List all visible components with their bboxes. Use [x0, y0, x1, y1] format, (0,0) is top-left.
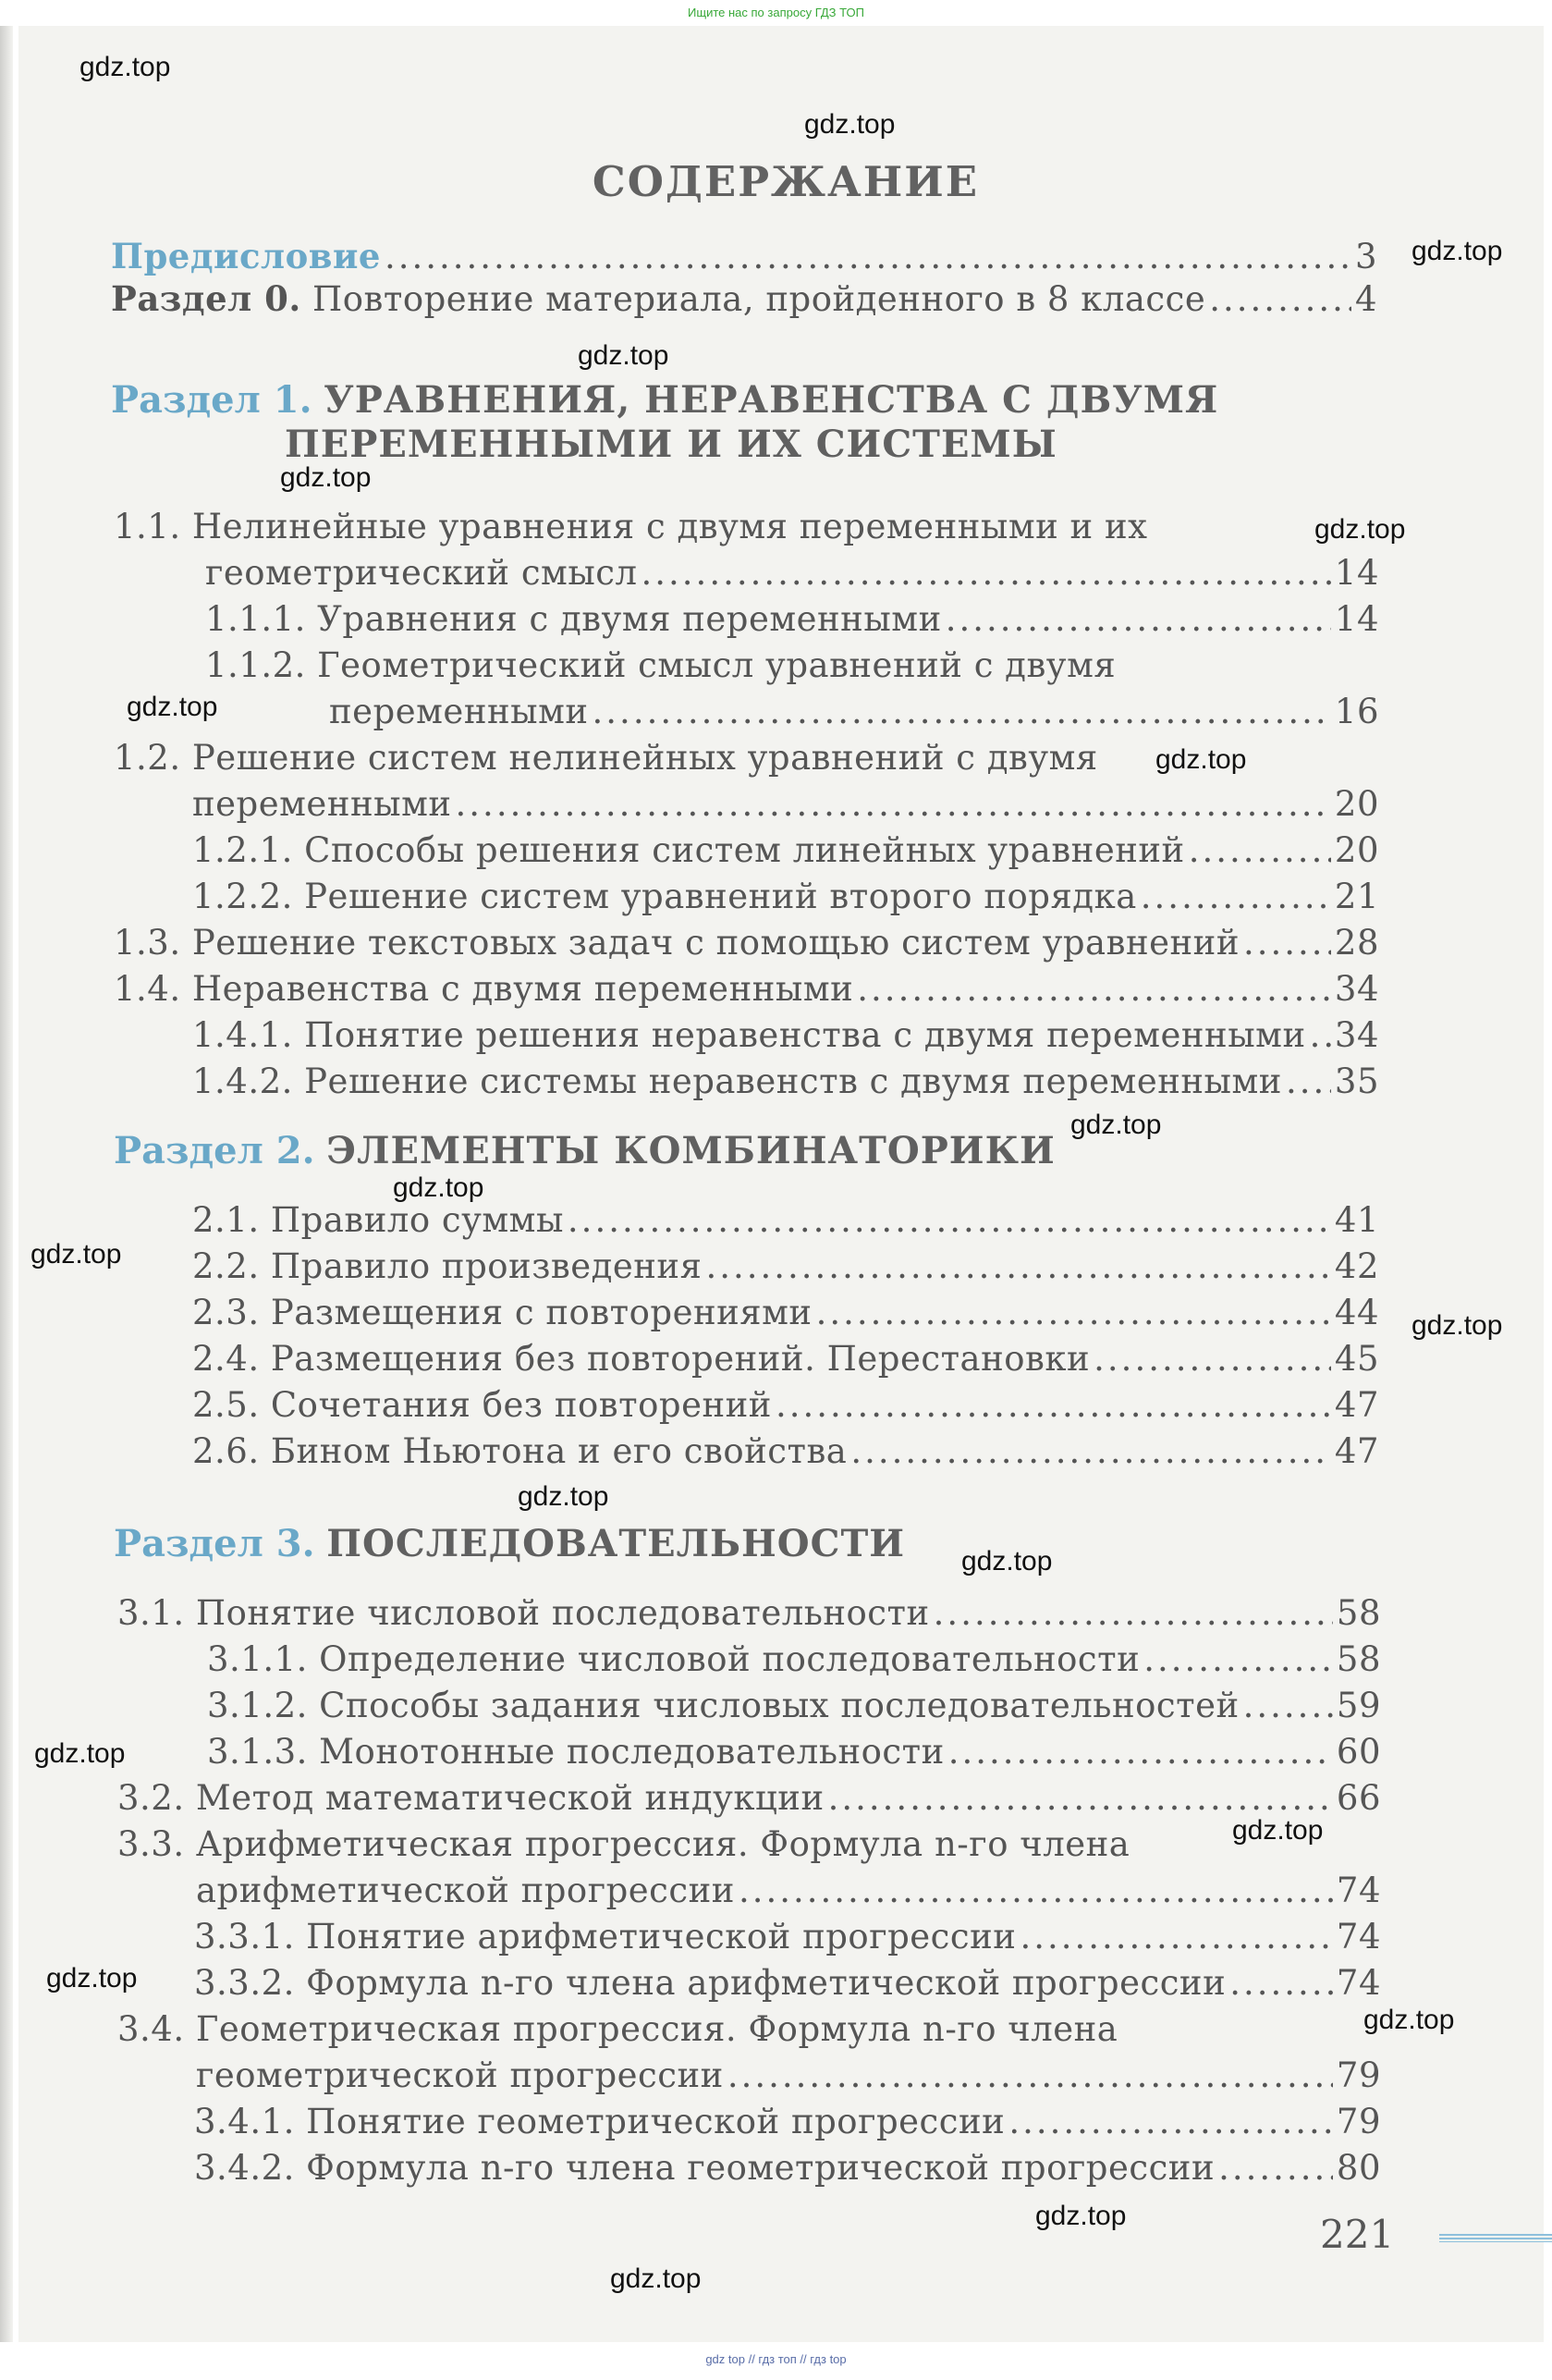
- toc-entry-1-3: [114, 920, 1379, 966]
- toc-entry-text: 3.3.1. Понятие арифметической прогрессии: [194, 1917, 1017, 1957]
- toc-entry-3-2: [117, 1775, 1381, 1822]
- toc-page-number: 4: [1354, 279, 1377, 319]
- toc-page-number: 59: [1336, 1686, 1381, 1725]
- toc-entry-2-6: [192, 1429, 1379, 1475]
- toc-page-number: 21: [1334, 877, 1379, 916]
- toc-entry-text: 1.4.1. Понятие решения неравенства с двумя переменными: [192, 1015, 1306, 1055]
- toc-entry-text: геометрической прогрессии: [196, 2055, 724, 2095]
- watermark: gdz.top: [127, 692, 218, 722]
- page-title: СОДЕРЖАНИЕ: [592, 157, 980, 206]
- toc-leader-dots: [1229, 1960, 1333, 2006]
- watermark: gdz.top: [1363, 2005, 1455, 2035]
- watermark: gdz.top: [46, 1963, 138, 1994]
- toc-entry-text: 2.4. Размещения без повторений. Перестановки: [192, 1339, 1091, 1379]
- watermark: gdz.top: [1411, 1310, 1503, 1341]
- toc-entry-preface: [111, 233, 1377, 280]
- toc-entry-2-5: [192, 1382, 1379, 1429]
- toc-leader-dots: [568, 1197, 1331, 1244]
- toc-leader-dots: [857, 966, 1331, 1012]
- toc-entry-text: 2.2. Правило произведения: [192, 1246, 703, 1286]
- toc-entry-text: Предисловие: [111, 236, 381, 276]
- toc-page-number: 44: [1334, 1293, 1379, 1332]
- page-number: 221: [1320, 2212, 1395, 2257]
- toc-entry-section-0: [111, 276, 1377, 323]
- toc-leader-dots: [1189, 828, 1331, 874]
- toc-leader-dots: [642, 550, 1331, 596]
- toc-entry-1-1-2-cont: [329, 689, 1379, 735]
- section-title: ЭЛЕМЕНТЫ КОМБИНАТОРИКИ: [326, 1129, 1056, 1172]
- toc-entry-text: 1.2.2. Решение систем уравнений второго порядка: [192, 877, 1137, 916]
- toc-page-number: 14: [1334, 553, 1379, 593]
- toc-page-number: 35: [1334, 1061, 1379, 1101]
- toc-leader-dots: [828, 1775, 1333, 1822]
- toc-entry-text: 3.1.1. Определение числовой последовательности: [207, 1639, 1141, 1679]
- toc-leader-dots: [1094, 1336, 1331, 1382]
- section-label: Раздел 3.: [114, 1522, 315, 1565]
- section-title: УРАВНЕНИЯ, НЕРАВЕНСТВА С ДВУМЯ: [324, 378, 1219, 422]
- toc-page-number: 45: [1334, 1339, 1379, 1379]
- toc-page-number: 28: [1334, 923, 1379, 963]
- watermark: gdz.top: [1411, 236, 1503, 266]
- toc-entry-text: Повторение материала, пройденного в 8 классе: [312, 279, 1206, 319]
- toc-entry-3-3-1: [194, 1914, 1381, 1960]
- toc-entry-text: 3.1.2. Способы задания числовых последовательностей: [207, 1686, 1240, 1725]
- toc-entry-text: 3.3.2. Формула n-го члена арифметической прогрессии: [194, 1963, 1227, 2003]
- toc-entry-1-1: 1.1. Нелинейные уравнения с двумя переменными и их: [114, 507, 1148, 546]
- toc-page-number: 79: [1336, 2102, 1381, 2141]
- page-spine-shadow: [0, 26, 13, 2342]
- watermark: gdz.top: [280, 462, 372, 493]
- section-2-heading: [114, 1128, 1056, 1174]
- bottom-banner: gdz top // гдз топ // гдз top: [705, 2352, 847, 2366]
- toc-entry-text: 3.4.2. Формула n-го члена геометрической прогрессии: [194, 2148, 1216, 2188]
- toc-leader-dots: [1243, 920, 1331, 966]
- toc-entry-1-2-cont: [192, 781, 1379, 828]
- section-label: Раздел 0.: [111, 278, 301, 319]
- toc-entry-3-4-2: [194, 2145, 1381, 2191]
- toc-entry-text: 3.2. Метод математической индукции: [117, 1778, 825, 1818]
- toc-entry-text: 1.2.1. Способы решения систем линейных уравнений: [192, 830, 1185, 870]
- watermark: gdz.top: [1155, 744, 1247, 775]
- toc-entry-text: переменными: [192, 784, 452, 824]
- toc-leader-dots: [1020, 1914, 1332, 1960]
- toc-page-number: 41: [1334, 1200, 1379, 1240]
- toc-entry-1-2: 1.2. Решение систем нелинейных уравнений с двумя: [114, 738, 1098, 778]
- watermark: gdz.top: [393, 1172, 484, 1203]
- toc-page-number: 20: [1334, 784, 1379, 824]
- toc-page-number: 47: [1334, 1385, 1379, 1425]
- toc-page-number: 34: [1334, 969, 1379, 1009]
- section-1-heading-line2: [285, 422, 1057, 468]
- toc-leader-dots: [948, 1729, 1333, 1775]
- toc-entry-text: 2.3. Размещения с повторениями: [192, 1293, 813, 1332]
- toc-leader-dots: [1141, 874, 1331, 920]
- toc-leader-dots: [385, 234, 1351, 280]
- watermark: gdz.top: [961, 1546, 1053, 1576]
- watermark: gdz.top: [79, 52, 171, 82]
- watermark: gdz.top: [518, 1481, 609, 1512]
- toc-entry-3-1-3: [207, 1729, 1381, 1775]
- toc-leader-dots: [816, 1290, 1331, 1336]
- toc-page-number: 74: [1336, 1917, 1381, 1957]
- toc-entry-3-4-1: [194, 2099, 1381, 2145]
- toc-entry-text: переменными: [329, 692, 589, 731]
- toc-entry-text: 2.5. Сочетания без повторений: [192, 1385, 772, 1425]
- watermark: gdz.top: [34, 1738, 126, 1769]
- toc-page-number: 20: [1334, 830, 1379, 870]
- toc-entry-1-4-1: [192, 1012, 1379, 1059]
- toc-leader-dots: [1218, 2145, 1333, 2191]
- toc-entry-text: 1.1.1. Уравнения с двумя переменными: [205, 599, 942, 639]
- section-label: Раздел 2.: [114, 1129, 315, 1172]
- toc-entry-3-3-cont: [196, 1868, 1381, 1914]
- toc-entry-2-4: [192, 1336, 1379, 1382]
- footer-decorative-bar: [1439, 2234, 1552, 2242]
- toc-entry-text: 1.3. Решение текстовых задач с помощью систем уравнений: [114, 923, 1240, 963]
- toc-entry-1-1-1: [205, 596, 1379, 643]
- toc-page-number: 74: [1336, 1963, 1381, 2003]
- toc-entry-1-2-1: [192, 828, 1379, 874]
- toc-page-number: 42: [1334, 1246, 1379, 1286]
- toc-leader-dots: [850, 1429, 1331, 1475]
- toc-leader-dots: [727, 2053, 1333, 2099]
- watermark: gdz.top: [1314, 514, 1406, 545]
- toc-entry-3-3: 3.3. Арифметическая прогрессия. Формула n-го члена: [117, 1824, 1130, 1864]
- toc-entry-3-1: [117, 1590, 1381, 1637]
- toc-leader-dots: [776, 1382, 1331, 1429]
- toc-page-number: 79: [1336, 2055, 1381, 2095]
- section-1-heading: [111, 377, 1218, 423]
- toc-entry-2-2: [192, 1244, 1379, 1290]
- toc-entry-1-1-cont: [205, 550, 1379, 596]
- toc-page-number: 34: [1334, 1015, 1379, 1055]
- watermark: gdz.top: [578, 340, 669, 371]
- toc-leader-dots: [1008, 2099, 1333, 2145]
- toc-page-number: 14: [1334, 599, 1379, 639]
- section-title: ПОСЛЕДОВАТЕЛЬНОСТИ: [326, 1522, 906, 1565]
- toc-entry-3-4: 3.4. Геометрическая прогрессия. Формула n-го члена: [117, 2009, 1118, 2049]
- section-label: Раздел 1.: [111, 378, 312, 422]
- watermark: gdz.top: [610, 2263, 702, 2294]
- toc-entry-1-2-2: [192, 874, 1379, 920]
- toc-entry-text: геометрический смысл: [205, 553, 638, 593]
- toc-entry-1-4-2: [192, 1059, 1379, 1105]
- section-title: ПЕРЕМЕННЫМИ И ИХ СИСТЕМЫ: [285, 423, 1057, 466]
- watermark: gdz.top: [1035, 2201, 1127, 2231]
- toc-entry-text: 2.6. Бином Ньютона и его свойства: [192, 1431, 848, 1471]
- toc-entry-text: 3.4.1. Понятие геометрической прогрессии: [194, 2102, 1006, 2141]
- toc-entry-text: 3.1. Понятие числовой последовательности: [117, 1593, 930, 1633]
- toc-leader-dots: [934, 1590, 1333, 1637]
- watermark: gdz.top: [1070, 1110, 1162, 1140]
- toc-entry-text: 2.1. Правило суммы: [192, 1200, 564, 1240]
- toc-page-number: 80: [1336, 2148, 1381, 2188]
- toc-page-number: 58: [1336, 1593, 1381, 1633]
- toc-entry-2-3: [192, 1290, 1379, 1336]
- top-banner: Ищите нас по запросу ГДЗ ТОП: [688, 6, 864, 19]
- toc-leader-dots: [1310, 1012, 1331, 1059]
- toc-leader-dots: [739, 1868, 1333, 1914]
- toc-entry-text: арифметической прогрессии: [196, 1871, 735, 1910]
- toc-entry-2-1: [192, 1197, 1379, 1244]
- toc-entry-3-1-1: [207, 1637, 1381, 1683]
- watermark: gdz.top: [804, 109, 896, 140]
- toc-leader-dots: [1243, 1683, 1333, 1729]
- toc-page-number: 60: [1336, 1732, 1381, 1772]
- toc-leader-dots: [705, 1244, 1330, 1290]
- toc-page-number: 66: [1336, 1778, 1381, 1818]
- toc-entry-1-4: [114, 966, 1379, 1012]
- toc-entry-3-3-2: [194, 1960, 1381, 2006]
- toc-entry-1-1-2: 1.1.2. Геометрический смысл уравнений с двумя: [205, 645, 1117, 685]
- toc-leader-dots: [1143, 1637, 1333, 1683]
- toc-entry-text: 1.4.2. Решение системы неравенств с двумя переменными: [192, 1061, 1282, 1101]
- toc-leader-dots: [1209, 276, 1351, 323]
- toc-leader-dots: [946, 596, 1331, 643]
- toc-page-number: 3: [1354, 237, 1377, 276]
- toc-page-number: 58: [1336, 1639, 1381, 1679]
- toc-entry-text: 3.1.3. Монотонные последовательности: [207, 1732, 945, 1772]
- watermark: gdz.top: [31, 1239, 122, 1270]
- toc-leader-dots: [593, 689, 1331, 735]
- toc-leader-dots: [456, 781, 1331, 828]
- toc-entry-3-1-2: [207, 1683, 1381, 1729]
- toc-entry-text: 1.4. Неравенства с двумя переменными: [114, 969, 854, 1009]
- watermark: gdz.top: [1232, 1815, 1324, 1846]
- section-3-heading: [114, 1521, 905, 1567]
- toc-page-number: 47: [1334, 1431, 1379, 1471]
- toc-leader-dots: [1286, 1059, 1331, 1105]
- toc-page-number: 74: [1336, 1871, 1381, 1910]
- toc-page-number: 16: [1334, 692, 1379, 731]
- toc-entry-3-4-cont: [196, 2053, 1381, 2099]
